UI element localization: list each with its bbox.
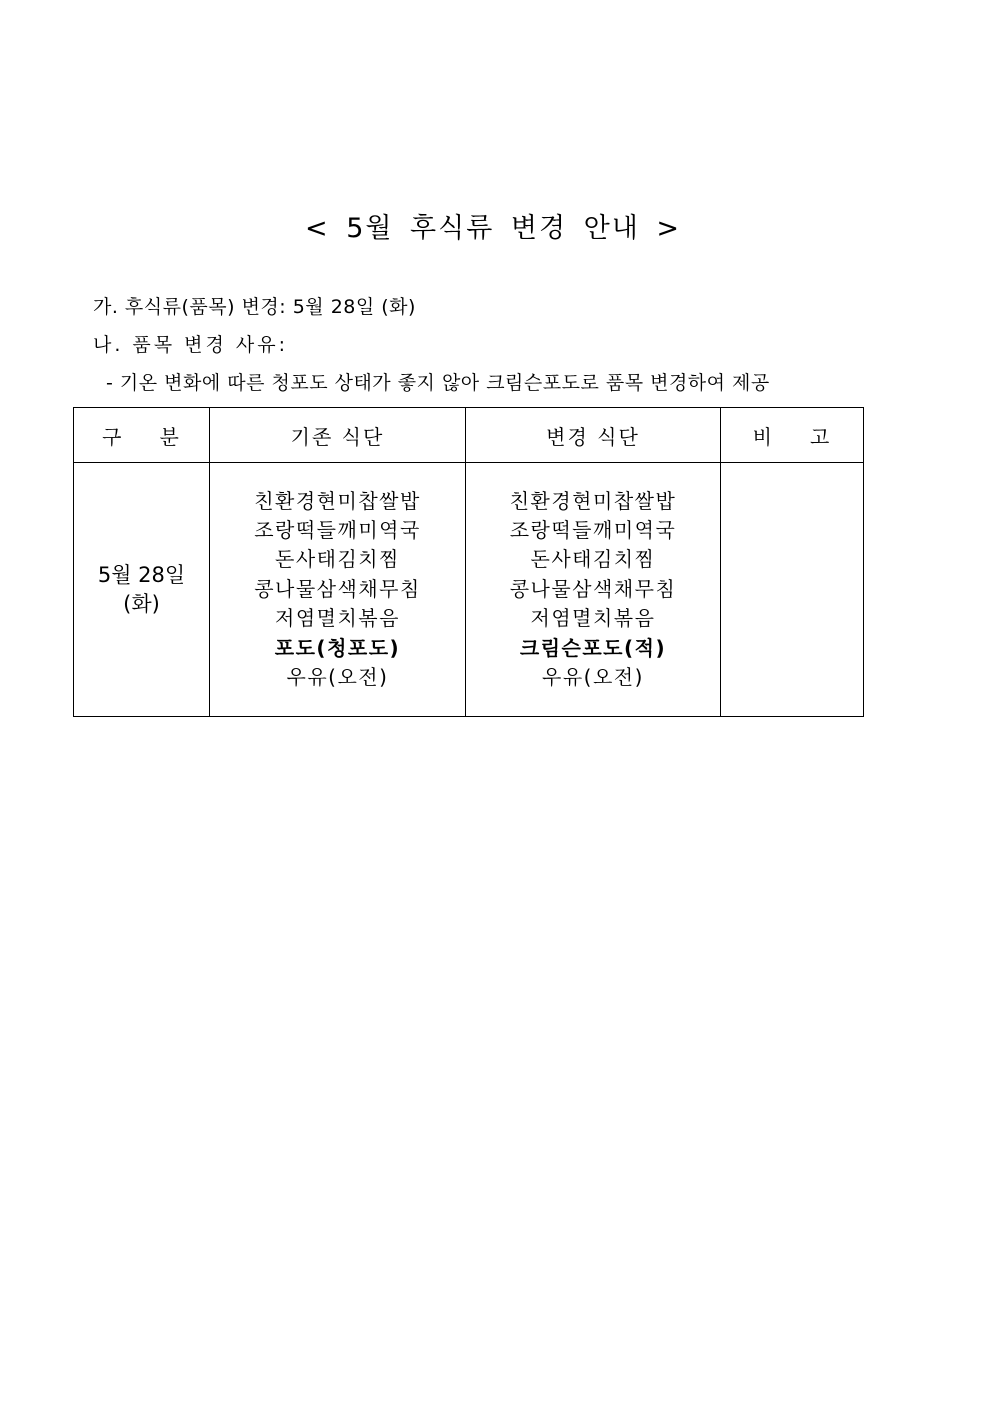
menu-item: 콩나물삼색채무침 <box>254 576 421 601</box>
notice-reason-heading: 나. 품목 변경 사유: <box>93 334 289 356</box>
table-header-row <box>74 408 864 463</box>
day-text: (화) <box>123 591 160 616</box>
menu-change-table <box>73 407 864 717</box>
date-cell <box>74 463 210 717</box>
menu-item: 조랑떡들깨미역국 <box>254 517 421 542</box>
menu-item: 포도(청포도) <box>274 635 401 660</box>
header-note: 비 고 <box>721 408 864 463</box>
date-text: 5월 28일 <box>97 562 186 587</box>
original-menu-cell <box>210 463 466 717</box>
menu-item: 크림슨포도(적) <box>519 635 667 660</box>
menu-item: 우유(오전) <box>286 665 389 690</box>
page-title: < 5월 후식류 변경 안내 > <box>305 213 681 244</box>
menu-item: 콩나물삼색채무침 <box>509 576 677 601</box>
menu-item: 조랑떡들깨미역국 <box>509 517 677 542</box>
notice-change-date: 가. 후식류(품목) 변경: 5월 28일 (화) <box>93 296 416 318</box>
changed-menu-cell <box>466 463 721 717</box>
menu-item: 친환경현미찹쌀밥 <box>254 488 421 513</box>
header-changed-menu: 변경 식단 <box>466 408 721 463</box>
menu-item: 저염멸치볶음 <box>530 606 656 631</box>
header-original-menu: 기존 식단 <box>210 408 466 463</box>
menu-item: 돈사태김치찜 <box>530 547 656 572</box>
header-category: 구 분 <box>74 408 210 463</box>
note-cell <box>721 463 864 717</box>
menu-item: 저염멸치볶음 <box>275 606 400 631</box>
menu-item: 돈사태김치찜 <box>275 547 400 572</box>
original-menu-list <box>210 487 465 693</box>
menu-item: 친환경현미찹쌀밥 <box>509 488 677 513</box>
changed-menu-list <box>466 487 720 693</box>
notice-reason-text: - 기온 변화에 따른 청포도 상태가 좋지 않아 크림슨포도로 품목 변경하여 제공 <box>106 372 770 394</box>
table-row <box>74 463 864 717</box>
menu-item: 우유(오전) <box>542 665 644 690</box>
